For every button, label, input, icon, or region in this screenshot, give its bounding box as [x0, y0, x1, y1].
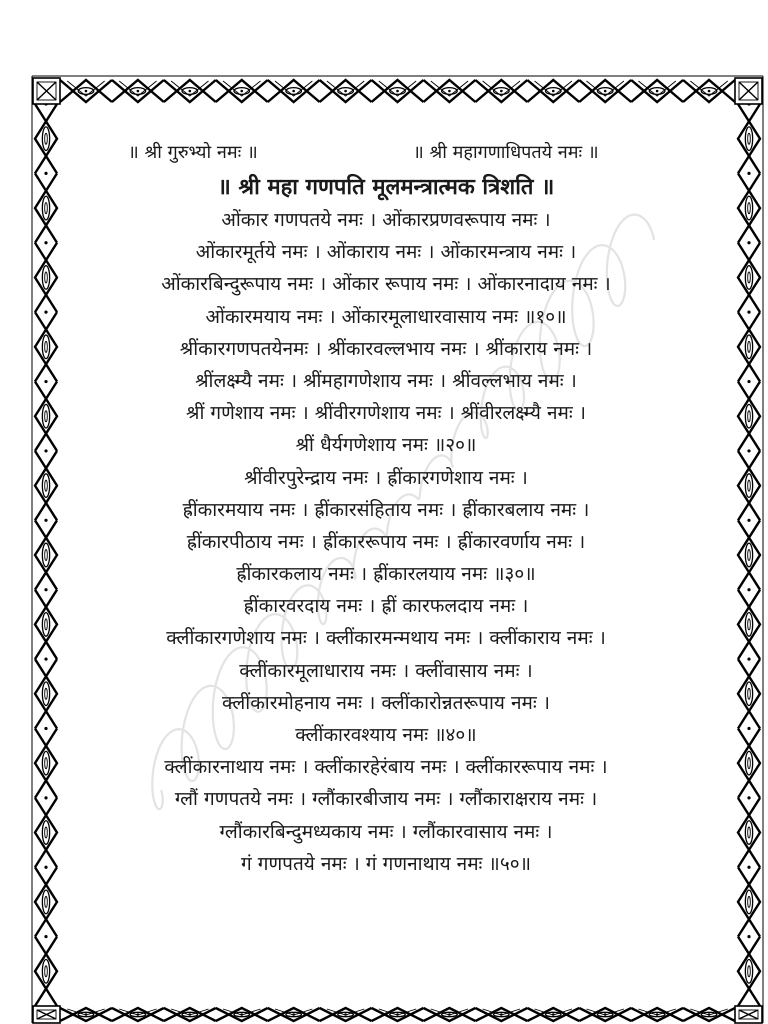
mantra-line: ह्रींकारवरदाय नमः । ह्रीं कारफलदाय नमः ।: [243, 595, 529, 618]
invocation-ganadhipati: ॥ श्री महागणाधिपतये नमः ॥: [413, 142, 599, 163]
mantra-line: ग्लौंकारबिन्दुमध्यकाय नमः । ग्लौंकारवासाय नमः ।: [219, 820, 553, 843]
mantra-line: श्रींलक्ष्म्यै नमः । श्रींमहागणेशाय नमः । श्रींवल्लभाय नमः ।: [195, 369, 577, 392]
mantra-line: श्रींवीरपुरेन्द्राय नमः । ह्रींकारगणेशाय नमः ।: [244, 466, 528, 489]
mantra-line: क्लींकारगणेशाय नमः । क्लींकारमन्मथाय नमः । क्लींकाराय नमः ।: [166, 627, 606, 650]
mantra-line: क्लींकारमोहनाय नमः । क्लींकारोन्नतरूपाय नमः ।: [222, 691, 550, 714]
mantra-line: ग्लौं गणपतये नमः । ग्लौंकारबीजाय नमः । ग्लौंकाराक्षराय नमः ।: [174, 788, 598, 811]
mantra-line: ओंकारमयाय नमः । ओंकारमूलाधारवासाय नमः ॥१०॥: [205, 305, 567, 328]
mantra-line: ओंकारमूर्तये नमः । ओंकाराय नमः । ओंकारमन्त्राय नमः ।: [195, 241, 577, 264]
mantra-line: ह्रींकारकलाय नमः । ह्रींकारलयाय नमः ॥३०॥: [236, 563, 536, 586]
mantra-block: [60, 204, 712, 880]
mantra-line: क्लींकारनाथाय नमः । क्लींकारहेरंबाय नमः । क्लींकाररूपाय नमः ।: [164, 756, 608, 779]
mantra-line: क्लींकारमूलाधाराय नमः । क्लींवासाय नमः ।: [239, 659, 533, 682]
mantra-line: ह्रींकारपीठाय नमः । ह्रींकाररूपाय नमः । ह्रींकारवर्णाय नमः ।: [186, 530, 586, 553]
invocation-guru: ॥ श्री गुरुभ्यो नमः ॥: [128, 142, 258, 163]
page-title: ॥ श्री महा गणपति मूलमन्त्रात्मक त्रिशति ॥: [217, 174, 555, 200]
mantra-line: श्रीं धैर्यगणेशाय नमः ॥२०॥: [295, 434, 477, 457]
mantra-line: क्लींकारवश्याय नमः ॥४०॥: [295, 724, 477, 746]
mantra-line: श्रींकारगणपतयेनमः । श्रींकारवल्लभाय नमः । श्रींकाराय नमः ।: [179, 337, 593, 360]
mantra-line: ओंकार गणपतये नमः । ओंकारप्रणवरूपाय नमः ।: [221, 209, 551, 231]
mantra-line: श्रीं गणेशाय नमः । श्रींवीरगणेशाय नमः । श्रींवीरलक्ष्म्यै नमः ।: [186, 402, 586, 425]
mantra-line: ओंकारबिन्दुरूपाय नमः । ओंकार रूपाय नमः । ओंकारनादाय नमः ।: [161, 273, 611, 296]
mantra-line: गं गणपतये नमः । गं गणनाथाय नमः ॥५०॥: [241, 852, 531, 875]
mantra-line: ह्रींकारमयाय नमः । ह्रींकारसंहिताय नमः । ह्रींकारबलाय नमः ।: [182, 498, 590, 521]
